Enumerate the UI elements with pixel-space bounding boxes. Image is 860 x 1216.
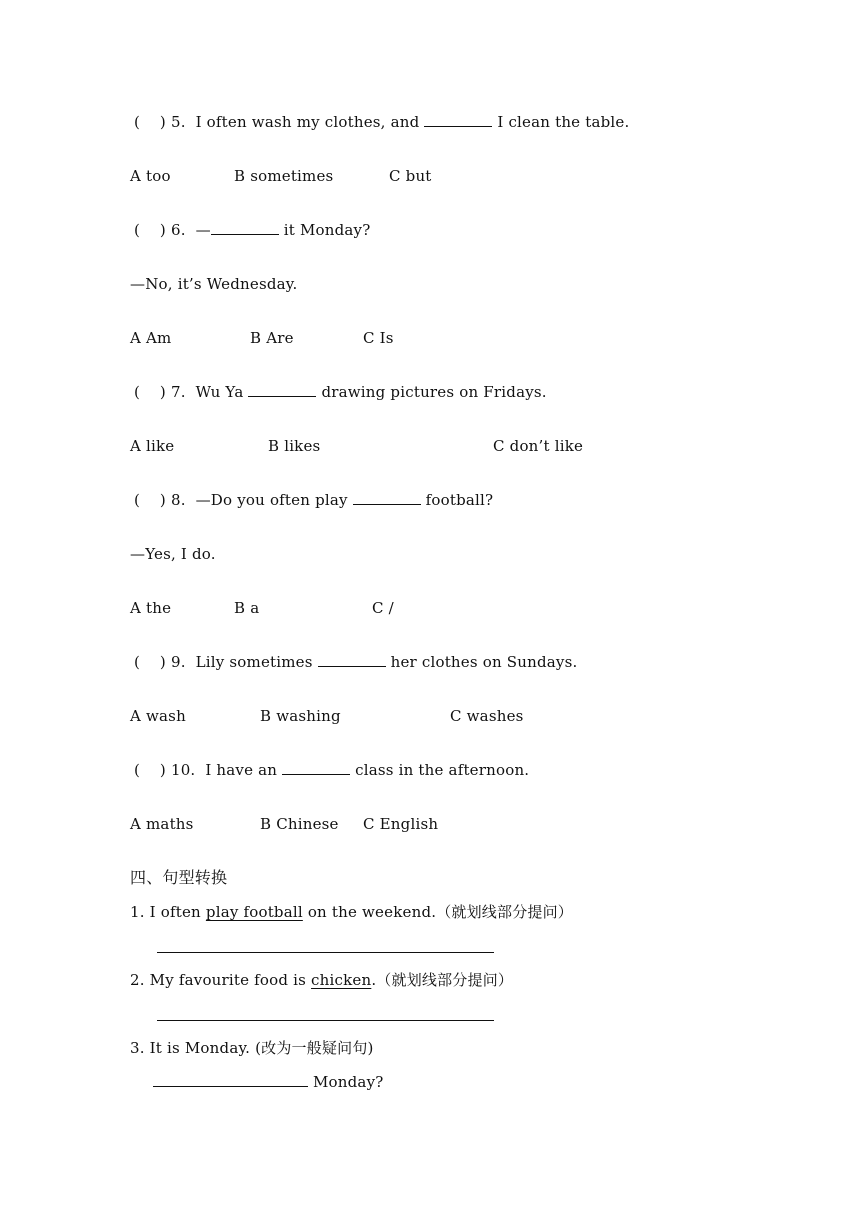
answer-blank[interactable] (318, 652, 386, 667)
transform-3-answer (153, 1072, 383, 1092)
question-8 (134, 490, 493, 510)
question-10-stem: ( ) 10. I have an (134, 761, 283, 779)
question-5 (134, 112, 629, 132)
transform-3: 3. It is Monday. (改为一般疑问句) (130, 1039, 374, 1057)
question-8-reply: —Yes, I do. (130, 545, 216, 563)
option-a: A Am (130, 329, 172, 347)
question-8-stem-end: football? (420, 491, 494, 509)
option-c: C Is (363, 329, 394, 347)
transform-1-text-end: on the weekend.（就划线部分提问） (302, 903, 574, 921)
transform-1 (130, 902, 573, 922)
option-b: B a (234, 599, 260, 617)
question-7-stem: ( ) 7. Wu Ya (134, 383, 249, 401)
answer-line[interactable] (157, 952, 494, 953)
option-a: A like (130, 437, 175, 455)
answer-line[interactable] (157, 1020, 494, 1021)
question-7-stem-end: drawing pictures on Fridays. (316, 383, 547, 401)
underlined-phrase: play football (205, 903, 303, 921)
answer-blank[interactable] (353, 490, 421, 505)
question-10 (134, 760, 529, 780)
option-a: A too (130, 167, 171, 185)
transform-2 (130, 970, 513, 990)
option-c: C don’t like (493, 437, 584, 455)
question-6-stem: ( ) 6. — (134, 221, 211, 239)
answer-blank[interactable] (248, 382, 316, 397)
option-c: C / (372, 599, 394, 617)
option-b: B Are (250, 329, 294, 347)
underlined-word: chicken (311, 971, 372, 989)
option-b: B likes (268, 437, 321, 455)
question-5-stem-end: I clean the table. (492, 113, 630, 131)
transform-1-text: 1. I often (130, 903, 206, 921)
answer-blank[interactable] (153, 1072, 308, 1087)
option-c: C washes (450, 707, 524, 725)
question-7 (134, 382, 547, 402)
option-c: C but (389, 167, 432, 185)
question-10-stem-end: class in the afternoon. (350, 761, 530, 779)
option-a: A the (130, 599, 172, 617)
option-b: B sometimes (234, 167, 334, 185)
question-9 (134, 652, 577, 672)
question-6-stem-end: it Monday? (278, 221, 371, 239)
transform-3-tail: Monday? (308, 1073, 384, 1091)
question-5-stem: ( ) 5. I often wash my clothes, and (134, 113, 425, 131)
option-a: A wash (130, 707, 186, 725)
answer-blank[interactable] (282, 760, 350, 775)
question-9-stem: ( ) 9. Lily sometimes (134, 653, 318, 671)
answer-blank[interactable] (211, 220, 279, 235)
question-9-stem-end: her clothes on Sundays. (385, 653, 578, 671)
transform-2-text-end: .（就划线部分提问） (371, 971, 514, 989)
question-6 (134, 220, 370, 240)
question-6-reply: —No, it’s Wednesday. (130, 275, 298, 293)
option-b: B Chinese (260, 815, 339, 833)
answer-blank[interactable] (424, 112, 492, 127)
option-a: A maths (130, 815, 194, 833)
question-8-stem: ( ) 8. —Do you often play (134, 491, 353, 509)
option-b: B washing (260, 707, 341, 725)
section-title: 四、句型转换 (130, 868, 228, 887)
transform-2-text: 2. My favourite food is (130, 971, 312, 989)
option-c: C English (363, 815, 439, 833)
